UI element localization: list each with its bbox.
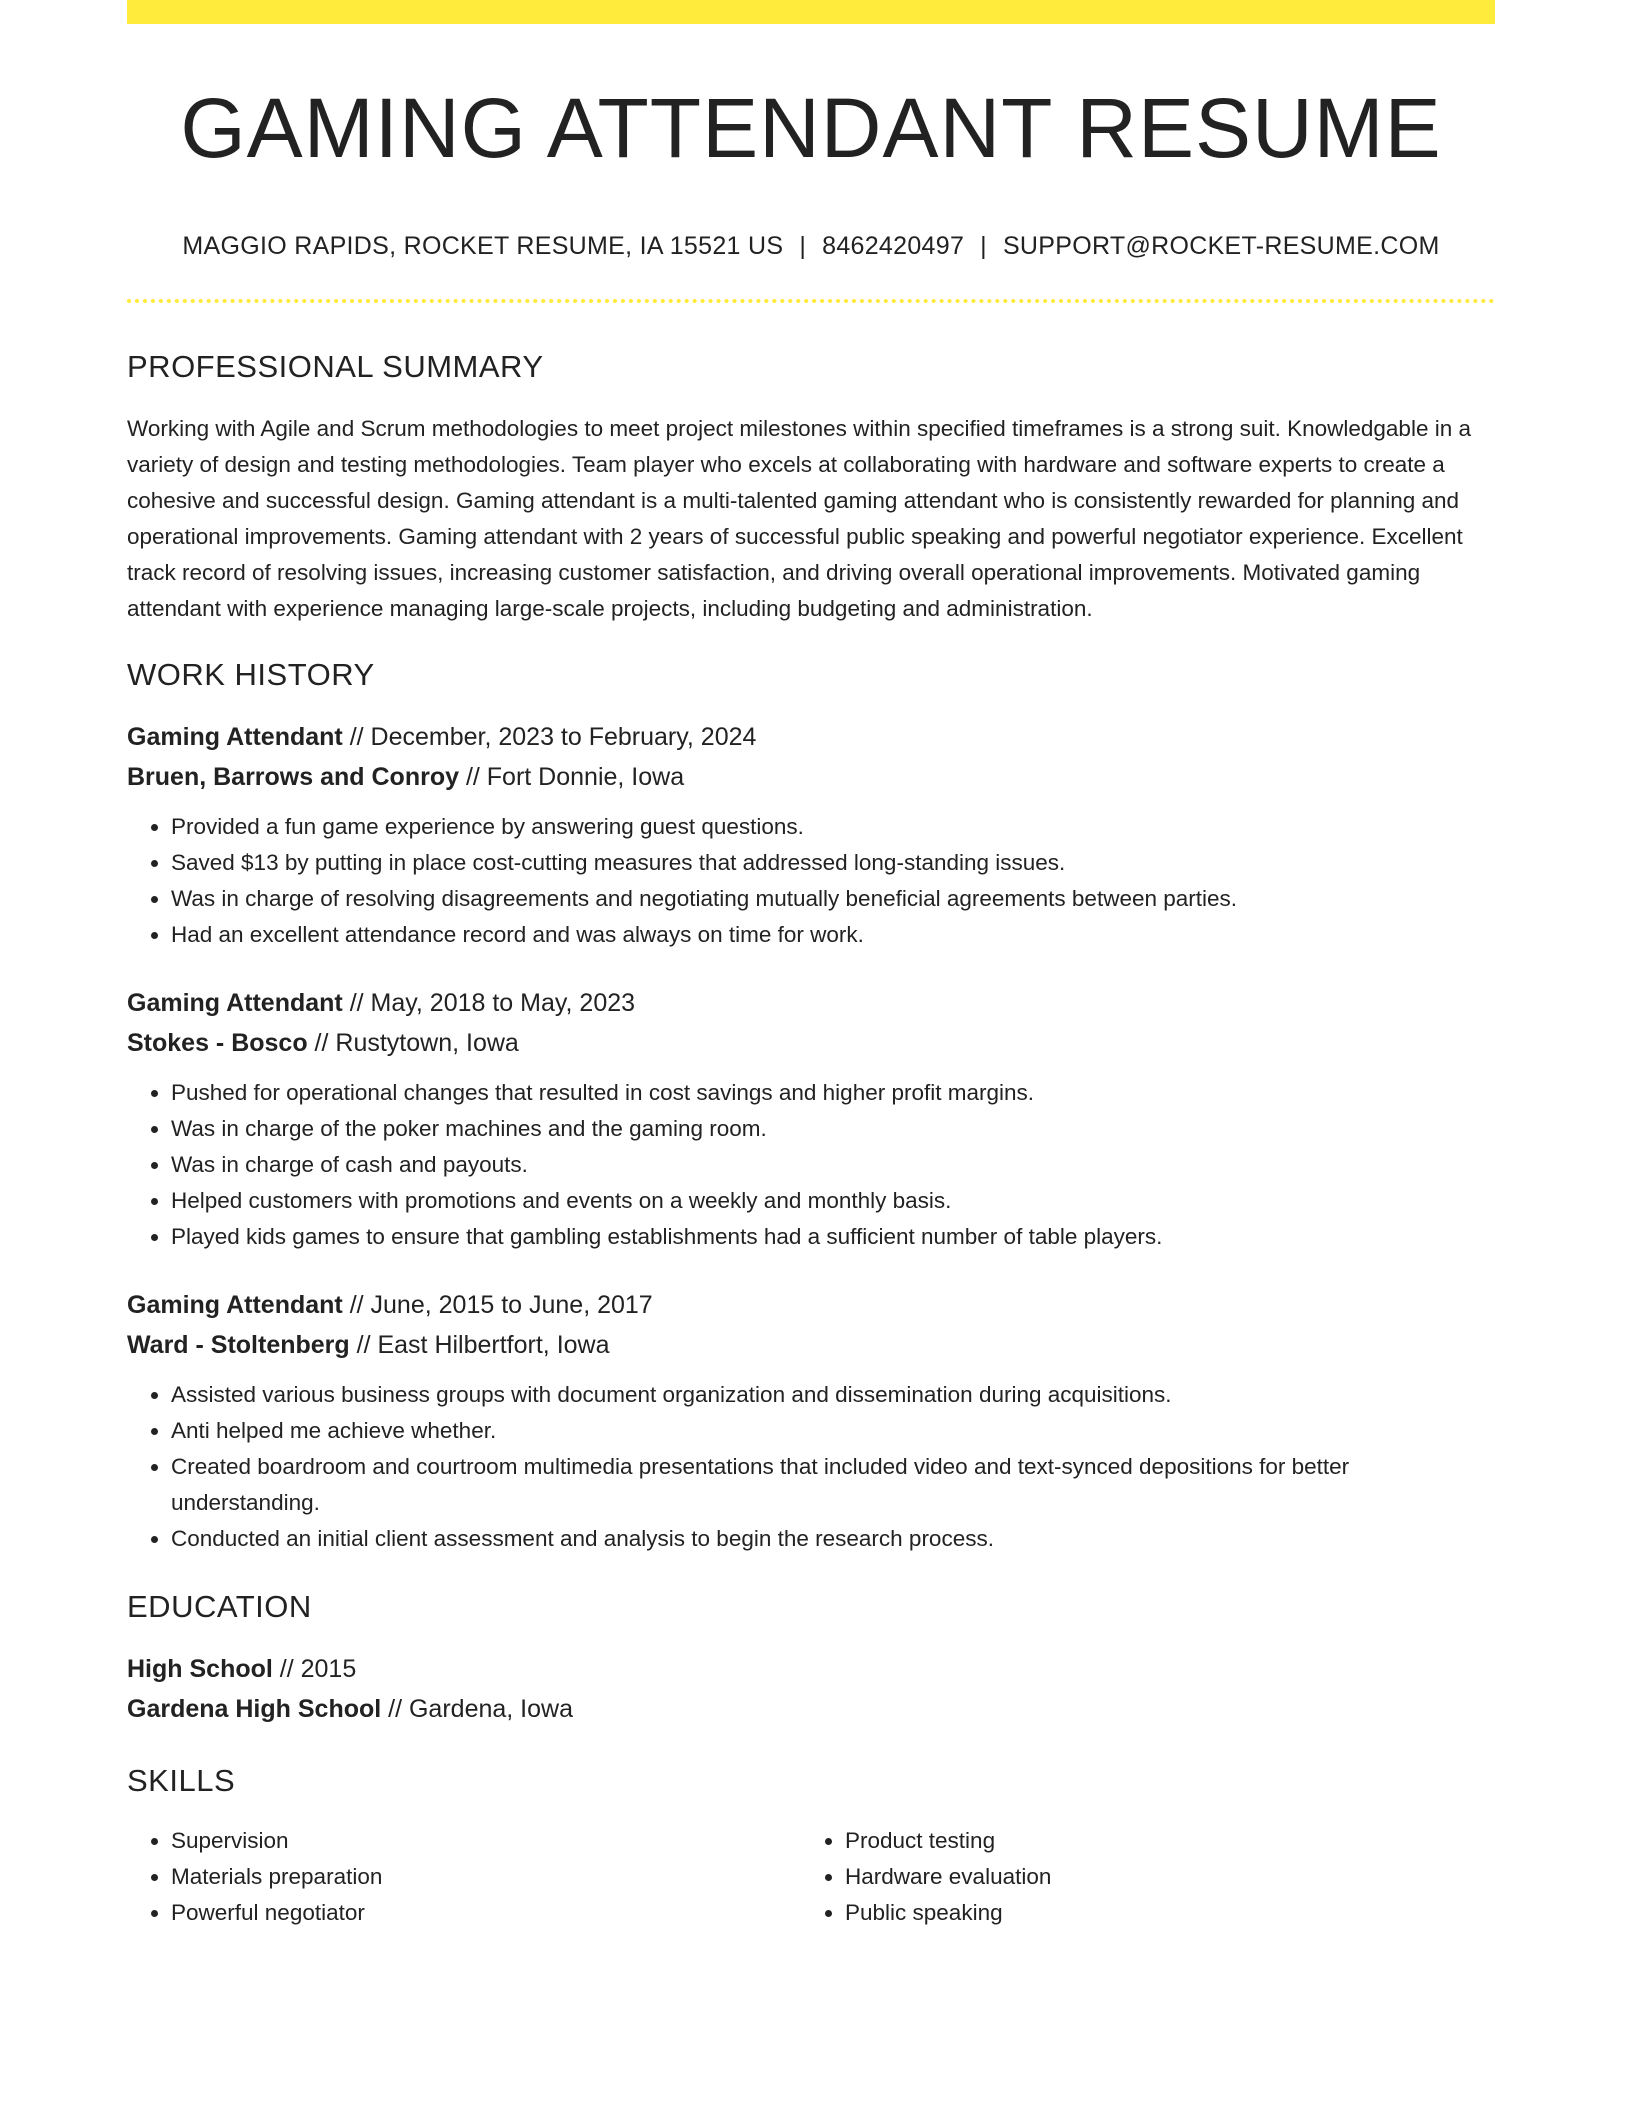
- education-entry: [127, 1649, 1495, 1729]
- contact-phone: 8462420497: [822, 232, 965, 261]
- section-title-summary: PROFESSIONAL SUMMARY: [127, 349, 544, 385]
- resume-title: GAMING ATTENDANT RESUME: [180, 81, 1442, 175]
- list-item: • Saved $13 by putting in place cost-cutting measures that addressed long-standing issues.: [171, 845, 1495, 881]
- list-item: • Assisted various business groups with document organization and dissemination during acquisitions.: [171, 1377, 1495, 1413]
- job-company-line: [127, 757, 1495, 797]
- job-company: Bruen, Barrows and Conroy: [127, 763, 459, 792]
- job-title-line: [127, 717, 1495, 757]
- job-dates: // December, 2023 to February, 2024: [342, 723, 757, 752]
- job-company-line: [127, 1325, 1495, 1365]
- job-company-line: [127, 1023, 1495, 1063]
- list-item: • Was in charge of the poker machines and the gaming room.: [171, 1111, 1495, 1147]
- job-location: // Rustytown, Iowa: [307, 1029, 519, 1058]
- job-location: // Fort Donnie, Iowa: [459, 763, 685, 792]
- job-bullets: [127, 1377, 1495, 1557]
- accent-top-bar: [127, 0, 1495, 24]
- education-school: Gardena High School: [127, 1695, 382, 1724]
- skills-list: [127, 1823, 1495, 1931]
- list-item: • Was in charge of resolving disagreements and negotiating mutually beneficial agreements between parties.: [171, 881, 1495, 917]
- education-school-line: [127, 1689, 1495, 1729]
- list-item: • Was in charge of cash and payouts.: [171, 1147, 1495, 1183]
- job-location: // East Hilbertfort, Iowa: [349, 1331, 610, 1360]
- skills-column-right: [801, 1823, 1475, 1931]
- job-dates: // May, 2018 to May, 2023: [342, 989, 636, 1018]
- skill-item: • Public speaking: [845, 1895, 1475, 1931]
- skill-item: • Supervision: [171, 1823, 801, 1859]
- education-year: // 2015: [272, 1655, 357, 1684]
- list-item: • Pushed for operational changes that resulted in cost savings and higher profit margins.: [171, 1075, 1495, 1111]
- list-item: • Created boardroom and courtroom multimedia presentations that included video and text-synced depositions for better understanding.: [171, 1449, 1495, 1521]
- list-item: • Provided a fun game experience by answering guest questions.: [171, 809, 1495, 845]
- section-title-education: EDUCATION: [127, 1589, 312, 1625]
- job-role: Gaming Attendant: [127, 723, 343, 752]
- list-item: • Anti helped me achieve whether.: [171, 1413, 1495, 1449]
- list-item: • Played kids games to ensure that gambling establishments had a sufficient number of table players.: [171, 1219, 1495, 1255]
- skill-item: • Powerful negotiator: [171, 1895, 801, 1931]
- dotted-divider: [127, 299, 1495, 303]
- resume-page: [127, 0, 1495, 1931]
- job-dates: // June, 2015 to June, 2017: [342, 1291, 653, 1320]
- job-entry: [127, 983, 1495, 1255]
- job-title-line: [127, 983, 1495, 1023]
- job-company: Stokes - Bosco: [127, 1029, 308, 1058]
- list-item: • Conducted an initial client assessment and analysis to begin the research process.: [171, 1521, 1495, 1557]
- job-bullets: [127, 1075, 1495, 1255]
- summary-text: Working with Agile and Scrum methodologies to meet project milestones within specified timeframes is a strong suit. Knowledgable in a variety of design and testing methodologies. Team player who excels at collaborating with hardware and software experts to create a cohesive and successful design. Gaming attendant is a multi-talented gaming attendant who is consistently rewarded for planning and operational improvements. Gaming attendant with 2 years of successful public speaking and powerful negotiator experience. Excellent track record of resolving issues, increasing customer satisfaction, and driving overall operational improvements. Motivated gaming attendant with experience managing large-scale projects, including budgeting and administration.: [127, 416, 1471, 622]
- section-title-skills: SKILLS: [127, 1763, 236, 1799]
- job-entry: [127, 717, 1495, 953]
- job-role: Gaming Attendant: [127, 989, 343, 1018]
- education-degree-line: [127, 1649, 1495, 1689]
- skill-item: • Hardware evaluation: [845, 1859, 1475, 1895]
- education-degree: High School: [127, 1655, 273, 1684]
- list-item: • Helped customers with promotions and events on a weekly and monthly basis.: [171, 1183, 1495, 1219]
- list-item: • Had an excellent attendance record and was always on time for work.: [171, 917, 1495, 953]
- section-title-work-history: WORK HISTORY: [127, 657, 375, 693]
- job-entry: [127, 1285, 1495, 1557]
- contact-separator: |: [980, 232, 987, 261]
- job-title-line: [127, 1285, 1495, 1325]
- skill-item: • Materials preparation: [171, 1859, 801, 1895]
- skill-item: • Product testing: [845, 1823, 1475, 1859]
- contact-line: [127, 232, 1495, 261]
- contact-separator: |: [799, 232, 807, 261]
- contact-address: MAGGIO RAPIDS, ROCKET RESUME, IA 15521 US: [182, 232, 784, 261]
- job-company: Ward - Stoltenberg: [127, 1331, 350, 1360]
- job-bullets: [127, 809, 1495, 953]
- job-role: Gaming Attendant: [127, 1291, 343, 1320]
- contact-email: SUPPORT@ROCKET-RESUME.COM: [1002, 232, 1440, 261]
- education-location: // Gardena, Iowa: [381, 1695, 573, 1724]
- skills-column-left: [127, 1823, 801, 1931]
